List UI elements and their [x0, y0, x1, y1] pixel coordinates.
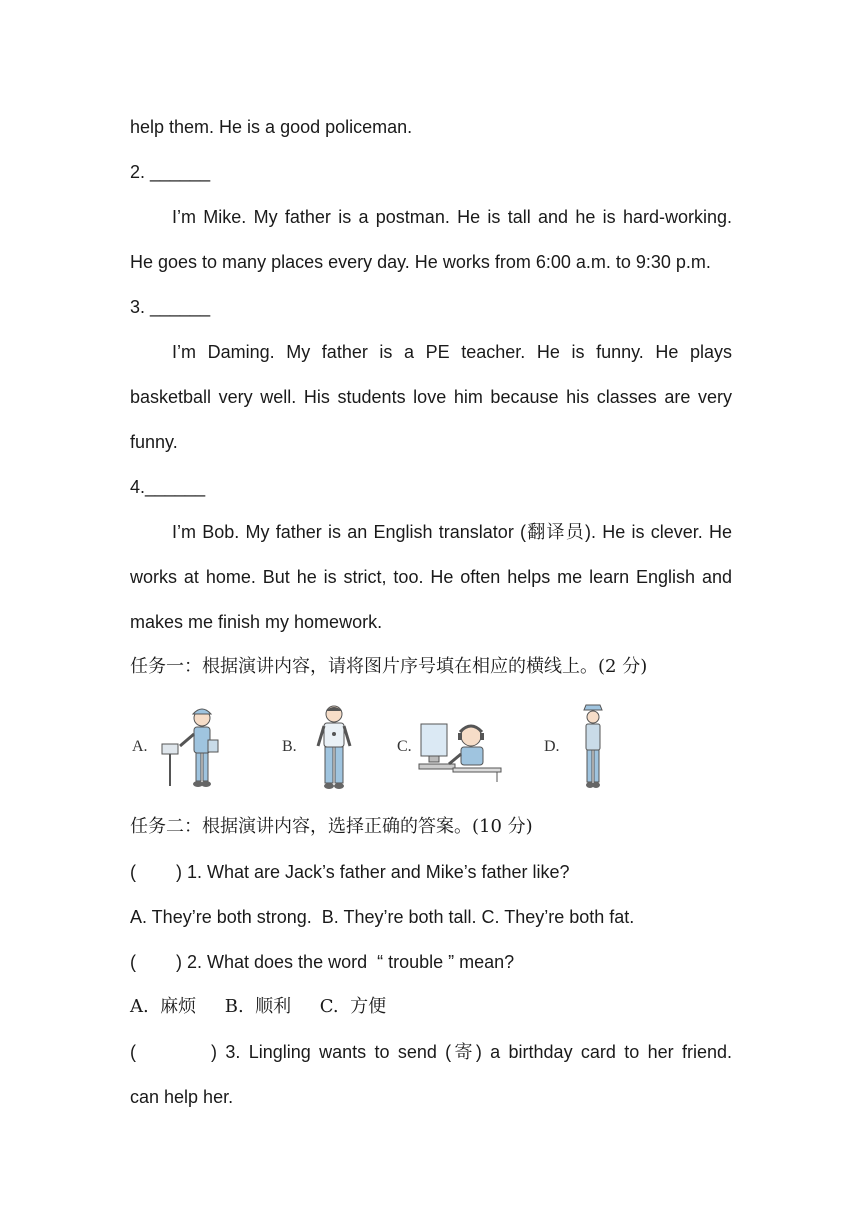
task-2-title: 任务二：根据演讲内容，选择正确的答案。(10 分) — [130, 816, 533, 837]
figure-c — [395, 702, 505, 792]
task-2-question-2: ( ) 2. What does the word “ trouble ” mean? — [130, 952, 515, 972]
figure-b — [280, 702, 390, 792]
figure-a-label: A. — [132, 738, 148, 755]
p1-end: help them. He is a good policeman. — [130, 117, 413, 137]
figure-d — [540, 702, 610, 792]
paragraph-2-line-1: I’m Mike. My father is a postman. He is tall and he is hard-working. — [172, 207, 732, 227]
task-1-title: 任务一：根据演讲内容，请将图片序号填在相应的横线上。(2 分) — [130, 656, 648, 677]
paragraph-3-line-1: I’m Daming. My father is a PE teacher. He is funny. He plays — [172, 342, 732, 362]
task-2-question-1: ( ) 1. What are Jack’s father and Mike’s father like? — [130, 862, 570, 882]
paragraph-3-line-3: funny. — [130, 432, 178, 452]
task-2-question-3-line-1: ( ) 3. Lingling wants to send (寄) a birthday card to her friend. — [130, 1042, 732, 1062]
task-2-question-3-line-2: can help her. — [130, 1087, 234, 1107]
question-3-label: 3. ______ — [130, 297, 211, 317]
figure-d-label: D. — [544, 738, 560, 755]
task-2-question-1-options: A. They’re both strong. B. They’re both tall. C. They’re both fat. — [130, 907, 635, 927]
translator-at-computer-icon — [413, 702, 505, 792]
paragraph-4-line-1: I’m Bob. My father is an English translator (翻译员). He is clever. He — [172, 522, 732, 542]
figure-a — [130, 702, 240, 792]
postman-icon — [158, 702, 228, 792]
picture-options — [130, 702, 610, 792]
paragraph-3-line-2: basketball very well. His students love him because his classes are very — [130, 387, 732, 407]
question-4-label: 4.______ — [130, 477, 206, 497]
question-2-label: 2. ______ — [130, 162, 211, 182]
pe-teacher-icon — [304, 702, 364, 792]
paragraph-2-line-2: He goes to many places every day. He works from 6:00 a.m. to 9:30 p.m. — [130, 252, 711, 272]
policeman-icon — [578, 702, 608, 792]
figure-b-label: B. — [282, 738, 297, 755]
paragraph-4-line-2: works at home. But he is strict, too. He often helps me learn English and — [130, 567, 732, 587]
paragraph-4-line-3: makes me finish my homework. — [130, 612, 383, 632]
figure-c-label: C. — [397, 738, 412, 755]
task-2-question-2-options: A. 麻烦 B. 顺利 C. 方便 — [130, 996, 387, 1017]
